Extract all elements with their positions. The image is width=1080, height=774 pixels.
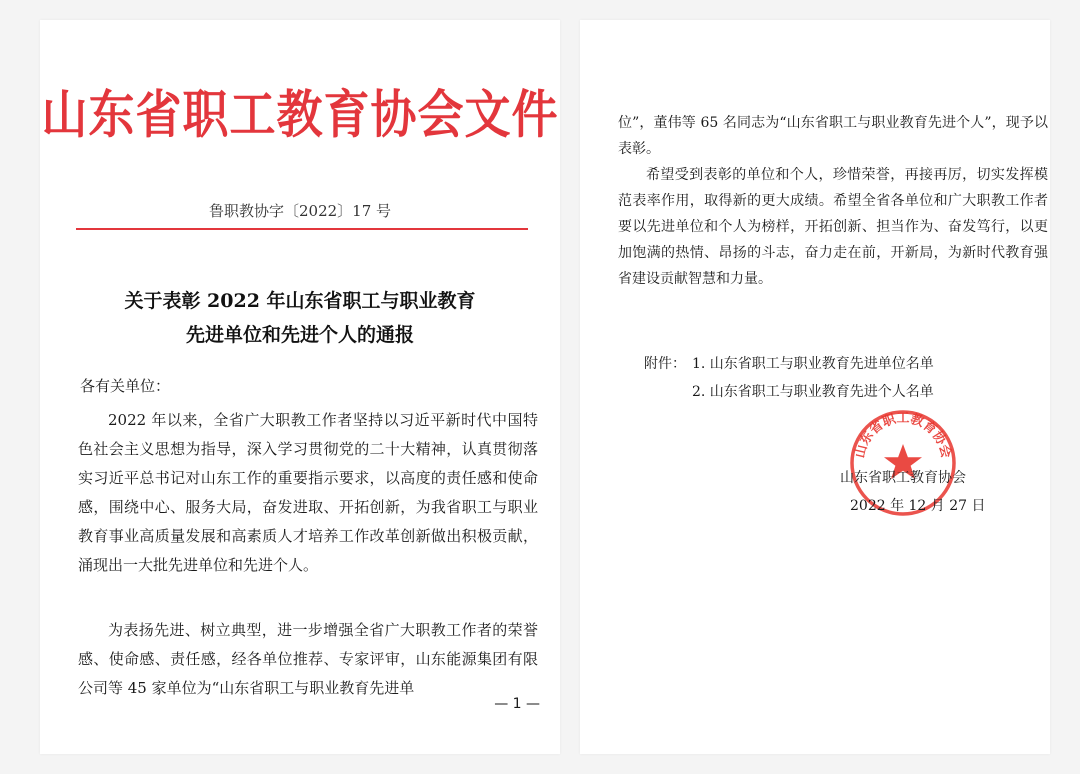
document-number: 鲁职教协字〔2022〕17 号 — [208, 202, 392, 220]
salutation: 各有关单位： — [80, 377, 171, 395]
attachment-item: 2. 山东省职工与职业教育先进个人名单 — [692, 384, 934, 400]
notice-heading-line-1: 关于表彰 2022 年山东省职工与职业教育 — [124, 290, 476, 312]
attachment-item: 1. 山东省职工与职业教育先进单位名单 — [692, 356, 934, 372]
body-paragraph-4: 希望受到表彰的单位和个人，珍惜荣誉，再接再厉，切实发挥模范表率作用，取得新的更大成绩。希望全省各单位和广大职教工作者要以先进单位和个人为榜样，开拓创新、担当作为、奋发笃行，以更加饱满的热情、昂扬的斗志，奋力走在前，开新局，为新时代教育强省建设贡献智慧和力量。 — [618, 167, 1048, 287]
attachments-label: 附件： — [644, 356, 686, 372]
signature-date: 2022 年 12 月 27 日 — [850, 498, 986, 514]
page-number: — 1 — — [494, 696, 540, 712]
notice-heading-line-2: 先进单位和先进个人的通报 — [185, 324, 414, 346]
body-paragraph-2: 为表扬先进、树立典型，进一步增强全省广大职教工作者的荣誉感、使命感、责任感，经各单位推荐、专家评审，山东能源集团有限公司等 45 家单位为“山东省职工与职业教育先进单 — [78, 621, 538, 697]
body-paragraph-3: 位”，董伟等 65 名同志为“山东省职工与职业教育先进个人”，现予以表彰。 — [618, 115, 1048, 157]
document-title: 山东省职工教育协会文件 — [41, 84, 559, 145]
body-paragraph-1: 2022 年以来，全省广大职教工作者坚持以习近平新时代中国特色社会主义思想为指导，深入学习贯彻党的二十大精神，认真贯彻落实习近平总书记对山东工作的重要指示要求，以高度的责任感和使命感，围绕中心、服务大局，奋发进取、开拓创新，为我省职工与职业教育事业高质量发展和高素质人才培养工作改革创新做出积极贡献，涌现出一大批先进单位和先进个人。 — [78, 411, 538, 574]
red-divider — [76, 228, 528, 230]
signature-organization: 山东省职工教育协会 — [840, 470, 966, 486]
document-page-2 — [580, 20, 1050, 754]
document-page-1 — [40, 20, 560, 754]
svg-text:山东省职工教育协会: 山东省职工教育协会 — [852, 411, 954, 460]
